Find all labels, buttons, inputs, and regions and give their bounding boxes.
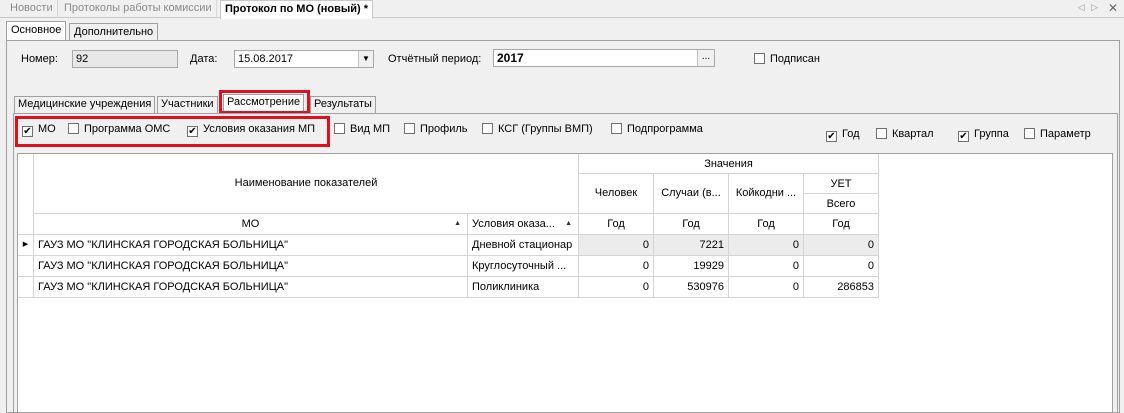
header-indicator-name: Наименование показателей	[34, 154, 579, 214]
row-current-indicator-icon[interactable]: ▶	[18, 235, 34, 256]
table-cell-bed-days[interactable]: 0	[729, 277, 804, 298]
tab-participants[interactable]: Участники	[157, 96, 218, 113]
table-cell-cases[interactable]: 7221	[654, 235, 729, 256]
header-cases[interactable]: Случаи (в...	[654, 174, 729, 214]
table-cell-uet[interactable]: 286853	[804, 277, 879, 298]
table-row-conditions[interactable]: Круглосуточный ...	[468, 256, 579, 277]
check-mo-label: МО	[38, 123, 56, 135]
checkbox-checked-icon[interactable]: ✔	[827, 131, 836, 142]
highlight-review-tab	[219, 90, 310, 114]
check-year-label: Год	[842, 128, 860, 140]
signed-label: Подписан	[770, 53, 820, 65]
check-parameter[interactable]	[1024, 127, 1091, 141]
checkbox-icon[interactable]	[334, 123, 345, 134]
table-cell-people[interactable]: 0	[579, 256, 654, 277]
doc-tab-news[interactable]: Новости	[6, 0, 58, 18]
check-oms-program-label: Программа ОМС	[84, 123, 171, 135]
period-label: Отчётный период:	[388, 53, 482, 65]
column-header-mo[interactable]	[34, 214, 468, 235]
tab-main[interactable]: Основное	[6, 21, 66, 41]
check-profile[interactable]	[404, 122, 468, 136]
header-people[interactable]: Человек	[579, 174, 654, 214]
table-row-mo[interactable]: ГАУЗ МО "КЛИНСКАЯ ГОРОДСКАЯ БОЛЬНИЦА"	[34, 235, 468, 256]
date-picker[interactable]	[234, 50, 374, 68]
header-values: Значения	[579, 154, 879, 174]
number-label: Номер:	[21, 53, 58, 65]
header-indicator	[18, 154, 34, 235]
doc-tab-commission-protocols[interactable]: Протоколы работы комиссии	[60, 0, 217, 18]
check-quarter[interactable]	[876, 127, 934, 141]
sort-asc-icon[interactable]: ▲	[565, 220, 572, 227]
tab-additional[interactable]: Дополнительно	[69, 23, 158, 41]
table-cell-uet[interactable]: 0	[804, 235, 879, 256]
table-row-mo[interactable]: ГАУЗ МО "КЛИНСКАЯ ГОРОДСКАЯ БОЛЬНИЦА"	[34, 256, 468, 277]
column-header-year-bed-days[interactable]: Год	[729, 214, 804, 235]
close-icon[interactable]: ✕	[1107, 1, 1118, 15]
doc-tab-mo-protocol[interactable]: Протокол по МО (новый) *	[220, 0, 373, 19]
period-value: 2017	[497, 51, 524, 65]
check-parameter-label: Параметр	[1040, 128, 1091, 140]
check-ksg[interactable]	[482, 122, 593, 136]
header-bed-days[interactable]: Койкодни ...	[729, 174, 804, 214]
table-cell-bed-days[interactable]: 0	[729, 256, 804, 277]
check-care-type[interactable]	[334, 122, 390, 136]
check-quarter-label: Квартал	[892, 128, 934, 140]
check-year[interactable]	[826, 127, 860, 142]
check-care-type-label: Вид МП	[350, 123, 391, 135]
column-header-conditions[interactable]	[468, 214, 579, 235]
checkbox-checked-icon[interactable]: ✔	[188, 126, 197, 137]
row-indicator[interactable]	[18, 277, 34, 298]
date-label: Дата:	[190, 53, 218, 65]
column-header-mo-label: МО	[241, 218, 260, 230]
table-row-conditions[interactable]: Дневной стационар	[468, 235, 579, 256]
checkbox-checked-icon[interactable]: ✔	[959, 131, 968, 142]
checkbox-icon[interactable]	[404, 123, 415, 134]
tab-review[interactable]: Рассмотрение	[223, 94, 304, 113]
table-cell-uet[interactable]: 0	[804, 256, 879, 277]
indicators-grid	[17, 153, 1113, 413]
date-value: 15.08.2017	[238, 53, 294, 65]
signed-checkbox[interactable]	[754, 52, 820, 66]
ellipsis-button[interactable]: ...	[697, 50, 714, 66]
row-indicator[interactable]	[18, 256, 34, 277]
checkbox-checked-icon[interactable]: ✔	[23, 126, 32, 137]
table-row-mo[interactable]: ГАУЗ МО "КЛИНСКАЯ ГОРОДСКАЯ БОЛЬНИЦА"	[34, 277, 468, 298]
check-care-conditions-label: Условия оказания МП	[203, 123, 316, 135]
checkbox-icon[interactable]	[1024, 128, 1035, 139]
table-cell-people[interactable]: 0	[579, 277, 654, 298]
table-cell-cases[interactable]: 530976	[654, 277, 729, 298]
check-group[interactable]	[958, 127, 1009, 142]
check-subprogram[interactable]	[611, 122, 703, 136]
checkbox-icon[interactable]	[482, 123, 493, 134]
check-profile-label: Профиль	[420, 123, 468, 135]
check-ksg-label: КСГ (Группы ВМП)	[498, 123, 593, 135]
check-subprogram-label: Подпрограмма	[627, 123, 703, 135]
table-cell-bed-days[interactable]: 0	[729, 235, 804, 256]
tab-scroll-arrows-icon[interactable]: ◁ ▷	[1077, 2, 1100, 12]
number-field: 92	[72, 50, 178, 68]
column-header-year-people[interactable]: Год	[579, 214, 654, 235]
highlight-group-checks	[15, 116, 330, 147]
checkbox-icon[interactable]	[754, 53, 765, 64]
table-cell-cases[interactable]: 19929	[654, 256, 729, 277]
header-uet-total[interactable]: Всего	[804, 194, 879, 214]
tab-results[interactable]: Результаты	[310, 96, 376, 113]
dropdown-arrow-icon[interactable]: ▼	[358, 51, 373, 67]
sort-asc-icon[interactable]: ▲	[454, 220, 461, 227]
checkbox-icon[interactable]	[611, 123, 622, 134]
checkbox-icon[interactable]	[876, 128, 887, 139]
column-header-conditions-label: Условия оказа...	[472, 218, 555, 230]
column-header-year-cases[interactable]: Год	[654, 214, 729, 235]
table-cell-people[interactable]: 0	[579, 235, 654, 256]
check-group-label: Группа	[974, 128, 1009, 140]
period-field[interactable]	[493, 49, 715, 67]
tab-medical-institutions[interactable]: Медицинские учреждения	[14, 96, 155, 113]
header-uet[interactable]: УЕТ	[804, 174, 879, 194]
column-header-year-uet[interactable]: Год	[804, 214, 879, 235]
table-row-conditions[interactable]: Поликлиника	[468, 277, 579, 298]
